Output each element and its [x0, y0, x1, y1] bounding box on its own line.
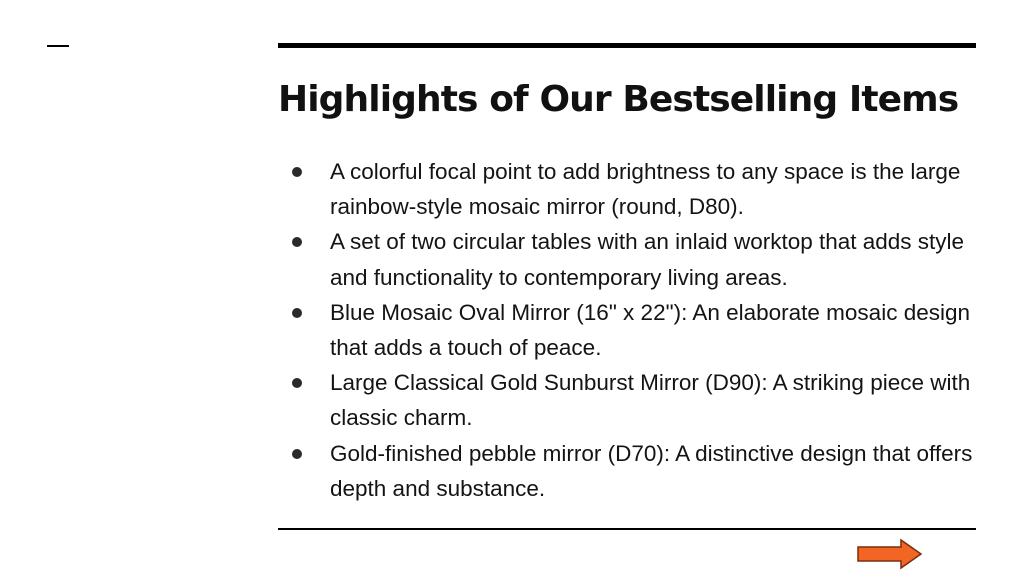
bullet-dot-icon — [292, 237, 302, 247]
bullet-dot-icon — [292, 308, 302, 318]
bullet-text: A colorful focal point to add brightness to any space is the large rainbow-style mosaic mirror (round, D80). — [330, 159, 961, 220]
bullet-dot-icon — [292, 167, 302, 177]
title-top-rule — [278, 43, 976, 48]
bullet-item — [286, 436, 976, 506]
bullet-text: Blue Mosaic Oval Mirror (16" x 22"): An elaborate mosaic design that adds a touch of peace. — [330, 299, 970, 361]
next-slide-button[interactable] — [857, 538, 923, 570]
bullet-text: A set of two circular tables with an inlaid worktop that adds style and functionality to contemporary living areas. — [330, 229, 965, 290]
bullet-text: Large Classical Gold Sunburst Mirror (D90): A striking piece with classic charm. — [330, 370, 971, 431]
bullet-dot-icon — [292, 449, 302, 459]
bullet-item — [286, 224, 976, 294]
bullet-text: Gold-finished pebble mirror (D70): A distinctive design that offers depth and substance. — [330, 440, 973, 501]
slide-title: Highlights of Our Bestselling Items — [278, 79, 959, 120]
bullet-item — [286, 365, 976, 435]
right-arrow-icon — [857, 538, 923, 570]
corner-dash — [47, 45, 69, 47]
bullet-list — [286, 154, 976, 506]
bullet-item — [286, 154, 976, 224]
bullet-dot-icon — [292, 378, 302, 388]
bottom-rule — [278, 528, 976, 530]
bullet-item — [286, 295, 976, 365]
